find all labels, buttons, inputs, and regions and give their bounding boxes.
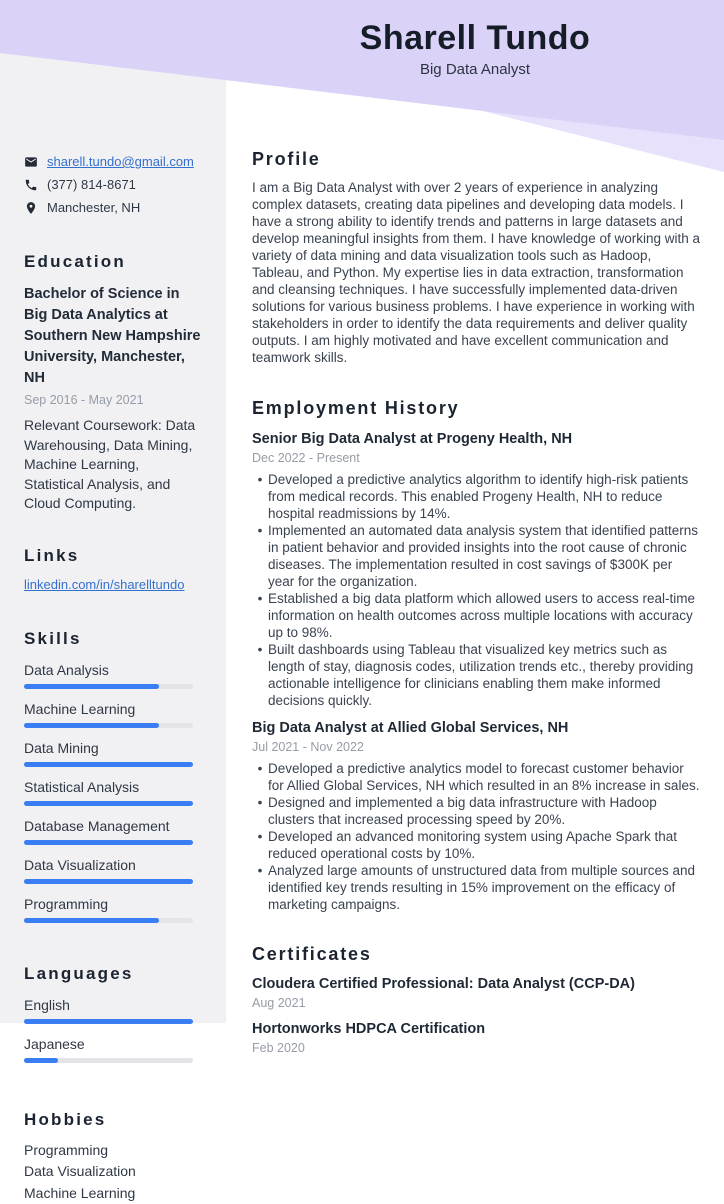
skills-heading: Skills bbox=[24, 628, 202, 650]
languages-list bbox=[24, 996, 202, 1063]
links-heading: Links bbox=[24, 545, 202, 567]
job-bullet bbox=[252, 522, 700, 590]
bullet-text: Implemented an automated data analysis system that identified patterns in patient behavior and provided insights into the root cause of chronic diseases. The implementation resulted in cost savings of $300K per year for the organization. bbox=[268, 522, 700, 590]
contact-location-row bbox=[24, 199, 202, 217]
skill-item bbox=[24, 700, 202, 728]
education-heading: Education bbox=[24, 251, 202, 273]
skill-item bbox=[24, 895, 202, 923]
skill-item bbox=[24, 856, 202, 884]
person-name: Sharell Tundo bbox=[226, 18, 724, 58]
bullet-dot-icon: • bbox=[252, 794, 268, 828]
languages-heading: Languages bbox=[24, 963, 202, 985]
skill-bar-fill bbox=[24, 879, 193, 884]
bullet-text: Analyzed large amounts of unstructured data from multiple sources and identified key trends resulting in 15% improvement on the efficacy of marketing campaigns. bbox=[268, 862, 700, 913]
job-entry bbox=[252, 718, 700, 913]
job-bullet bbox=[252, 862, 700, 913]
main-content bbox=[226, 0, 724, 1023]
person-job-title: Big Data Analyst bbox=[226, 60, 724, 80]
skill-label: Machine Learning bbox=[24, 700, 202, 718]
skill-bar-track bbox=[24, 684, 193, 689]
job-bullet-list bbox=[252, 471, 700, 709]
profile-text: I am a Big Data Analyst with over 2 years of experience in analyzing complex datasets, creating data pipelines and developing data models. I have a strong ability to identify trends and patterns in large datasets and develop meaningful insights from them. I have knowledge of working with a variety of data mining and data visualization tools such as Hadoop, Tableau, and Python. My expertise lies in data extraction, transformation and cleansing techniques. I have successfully implemented data-driven solutions for various business problems. I have experience in working with stakeholders in order to identify the data requirements and deliver quality outputs. I am highly motivated and have excellent communication and teamwork skills. bbox=[252, 179, 700, 366]
job-entry bbox=[252, 429, 700, 709]
job-title: Senior Big Data Analyst at Progeny Health, NH bbox=[252, 429, 700, 449]
job-bullet bbox=[252, 471, 700, 522]
bullet-text: Designed and implemented a big data infrastructure with Hadoop clusters that increased processing speed by 20%. bbox=[268, 794, 700, 828]
bullet-text: Developed an advanced monitoring system using Apache Spark that reduced operational costs by 10%. bbox=[268, 828, 700, 862]
skill-label: Programming bbox=[24, 895, 202, 913]
skill-item bbox=[24, 739, 202, 767]
bullet-dot-icon: • bbox=[252, 828, 268, 862]
job-dates: Dec 2022 - Present bbox=[252, 450, 700, 466]
contact-block bbox=[24, 153, 202, 217]
hobby-item: Machine Learning bbox=[24, 1183, 202, 1204]
language-bar-track bbox=[24, 1019, 193, 1024]
contact-phone-row bbox=[24, 176, 202, 194]
bullet-text: Built dashboards using Tableau that visualized key metrics such as length of stay, diagnosis codes, utilization trends etc., thereby providing actionable intelligence for clinicians enabling them make informed decisions quickly. bbox=[268, 641, 700, 709]
skill-bar-track bbox=[24, 918, 193, 923]
language-bar-fill bbox=[24, 1019, 193, 1024]
bullet-dot-icon: • bbox=[252, 590, 268, 641]
language-bar-track bbox=[24, 1058, 193, 1063]
job-dates: Jul 2021 - Nov 2022 bbox=[252, 739, 700, 755]
employment-heading: Employment History bbox=[252, 397, 700, 420]
skill-bar-track bbox=[24, 840, 193, 845]
job-bullet bbox=[252, 590, 700, 641]
certificate-entry bbox=[252, 1020, 700, 1056]
bullet-text: Established a big data platform which allowed users to access real-time information on health outcomes across multiple locations with accuracy up to 98%. bbox=[268, 590, 700, 641]
skill-item bbox=[24, 661, 202, 689]
certificate-entry bbox=[252, 975, 700, 1011]
bullet-dot-icon: • bbox=[252, 862, 268, 913]
job-bullet-list bbox=[252, 760, 700, 913]
education-degree: Bachelor of Science in Big Data Analytics at Southern New Hampshire University, Manchester, NH bbox=[24, 284, 202, 389]
skills-list bbox=[24, 661, 202, 923]
education-description: Relevant Coursework: Data Warehousing, Data Mining, Machine Learning, Statistical Analysis, and Cloud Computing. bbox=[24, 416, 202, 514]
certificates-heading: Certificates bbox=[252, 943, 700, 966]
skill-label: Statistical Analysis bbox=[24, 778, 202, 796]
language-label: Japanese bbox=[24, 1035, 202, 1053]
language-bar-fill bbox=[24, 1058, 58, 1063]
job-bullet bbox=[252, 794, 700, 828]
certificate-title: Cloudera Certified Professional: Data Analyst (CCP-DA) bbox=[252, 975, 700, 994]
bullet-dot-icon: • bbox=[252, 471, 268, 522]
phone-number: (377) 814-8671 bbox=[47, 176, 136, 194]
location-text: Manchester, NH bbox=[47, 199, 140, 217]
skill-bar-track bbox=[24, 762, 193, 767]
hobby-item: Programming bbox=[24, 1140, 202, 1162]
skill-label: Data Mining bbox=[24, 739, 202, 757]
linkedin-link[interactable]: linkedin.com/in/sharelltundo bbox=[24, 577, 184, 592]
language-item bbox=[24, 996, 202, 1024]
bullet-text: Developed a predictive analytics model to forecast customer behavior for Allied Global Services, NH which resulted in an 8% increase in sales. bbox=[268, 760, 700, 794]
bullet-dot-icon: • bbox=[252, 760, 268, 794]
skill-bar-track bbox=[24, 801, 193, 806]
skill-label: Data Visualization bbox=[24, 856, 202, 874]
language-item bbox=[24, 1035, 202, 1063]
hobby-item: Data Visualization bbox=[24, 1161, 202, 1183]
bullet-dot-icon: • bbox=[252, 641, 268, 709]
skill-item bbox=[24, 778, 202, 806]
job-bullet bbox=[252, 828, 700, 862]
skill-bar-fill bbox=[24, 801, 193, 806]
skill-bar-fill bbox=[24, 723, 159, 728]
certificate-date: Feb 2020 bbox=[252, 1040, 700, 1056]
contact-email-row bbox=[24, 153, 202, 171]
job-title: Big Data Analyst at Allied Global Services, NH bbox=[252, 718, 700, 738]
email-link[interactable]: sharell.tundo@gmail.com bbox=[47, 153, 194, 171]
links-list bbox=[24, 576, 202, 594]
skill-label: Database Management bbox=[24, 817, 202, 835]
sidebar bbox=[0, 0, 226, 1023]
bullet-text: Developed a predictive analytics algorithm to identify high-risk patients from medical records. This enabled Progeny Health, NH to reduce hospital readmissions by 14%. bbox=[268, 471, 700, 522]
education-dates: Sep 2016 - May 2021 bbox=[24, 392, 202, 409]
hobbies-heading: Hobbies bbox=[24, 1109, 202, 1131]
bullet-dot-icon: • bbox=[252, 522, 268, 590]
skill-bar-track bbox=[24, 723, 193, 728]
skill-bar-fill bbox=[24, 762, 193, 767]
profile-heading: Profile bbox=[252, 148, 700, 171]
skill-item bbox=[24, 817, 202, 845]
skill-bar-fill bbox=[24, 918, 159, 923]
map-pin-icon bbox=[24, 201, 38, 215]
job-bullet bbox=[252, 760, 700, 794]
certificate-title: Hortonworks HDPCA Certification bbox=[252, 1020, 700, 1039]
phone-icon bbox=[24, 178, 38, 192]
skill-bar-fill bbox=[24, 684, 159, 689]
envelope-icon bbox=[24, 155, 38, 169]
language-label: English bbox=[24, 996, 202, 1014]
job-bullet bbox=[252, 641, 700, 709]
certificate-date: Aug 2021 bbox=[252, 995, 700, 1011]
skill-label: Data Analysis bbox=[24, 661, 202, 679]
skill-bar-track bbox=[24, 879, 193, 884]
hobbies-list bbox=[24, 1140, 202, 1204]
skill-bar-fill bbox=[24, 840, 193, 845]
header bbox=[226, 18, 724, 80]
